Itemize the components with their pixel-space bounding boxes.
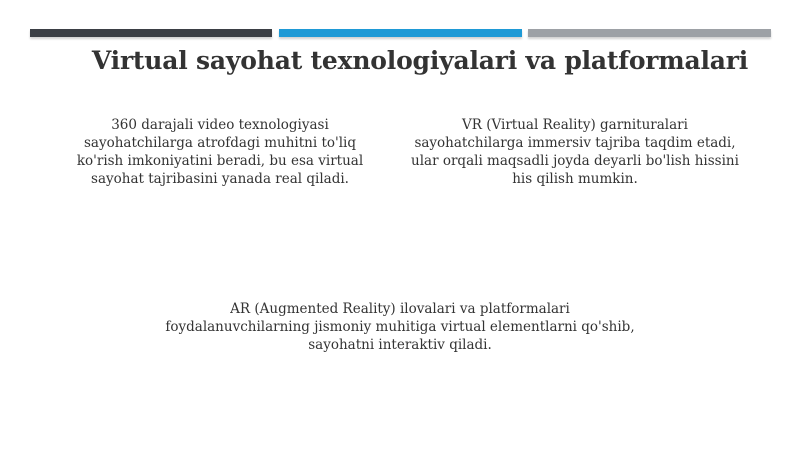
accent-bar-gray <box>528 29 771 37</box>
paragraph-line: sayohatchilarga atrofdagi muhitni to'liq <box>83 135 357 151</box>
paragraph-line: AR (Augmented Reality) ilovalari va platformalari <box>230 301 570 317</box>
paragraph-line: foydalanuvchilarning jismoniy muhitiga virtual elementlarni qo'shib, <box>165 319 635 335</box>
paragraph-line: 360 darajali video texnologiyasi <box>111 117 329 133</box>
accent-bar-dark <box>30 29 272 37</box>
paragraph-line: VR (Virtual Reality) garnituralari <box>462 117 688 133</box>
paragraph-line: ular orqali maqsadli joyda deyarli bo'lish hissini <box>411 153 739 169</box>
paragraph-360-video <box>60 116 380 188</box>
paragraph-line: sayohatni interaktiv qiladi. <box>308 337 492 353</box>
paragraph-vr-headsets <box>400 116 750 188</box>
paragraph-line: sayohatchilarga immersiv tajriba taqdim etadi, <box>414 135 736 151</box>
accent-bar-blue <box>279 29 522 37</box>
paragraph-line: his qilish mumkin. <box>512 171 638 187</box>
paragraph-line: sayohat tajribasini yanada real qiladi. <box>91 171 349 187</box>
paragraph-ar-apps <box>100 300 700 354</box>
slide-title: Virtual sayohat texnologiyalari va platformalari <box>91 46 749 75</box>
paragraph-line: ko'rish imkoniyatini beradi, bu esa virtual <box>76 153 364 169</box>
